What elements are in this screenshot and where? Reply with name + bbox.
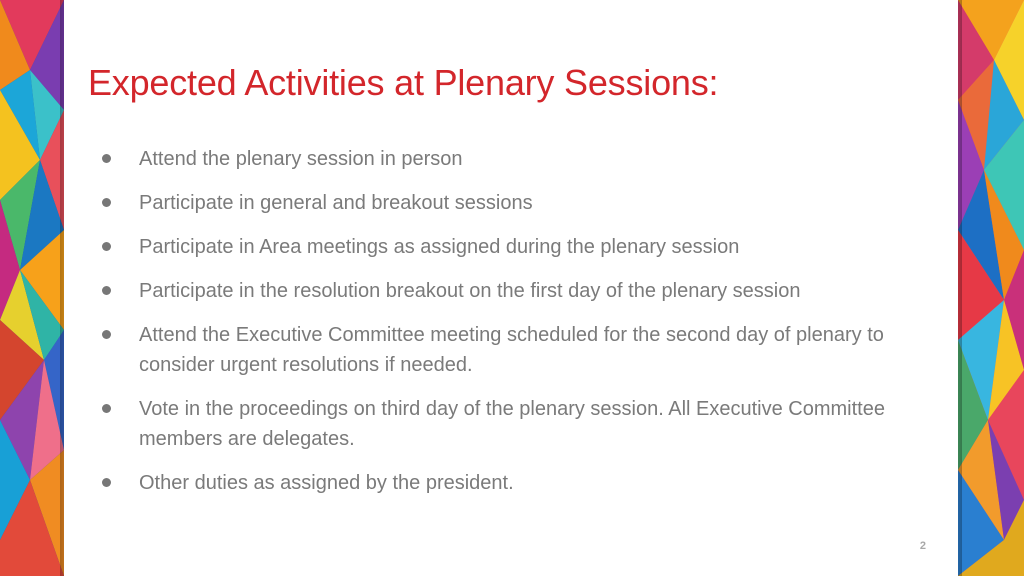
bullet-dot-icon bbox=[102, 478, 111, 487]
bullet-dot-icon bbox=[102, 198, 111, 207]
bullet-text: Participate in Area meetings as assigned during the plenary session bbox=[139, 236, 740, 258]
bullet-item bbox=[100, 276, 920, 306]
bullet-item bbox=[100, 320, 920, 380]
bullet-dot-icon bbox=[102, 286, 111, 295]
bullet-item bbox=[100, 394, 920, 454]
bullet-item bbox=[100, 232, 920, 262]
bullet-dot-icon bbox=[102, 154, 111, 163]
bullet-item bbox=[100, 468, 920, 498]
bullet-item bbox=[100, 144, 920, 174]
bullet-dot-icon bbox=[102, 404, 111, 413]
bullet-list bbox=[100, 144, 920, 512]
bullet-text: Participate in the resolution breakout on the first day of the plenary session bbox=[139, 280, 801, 302]
slide-title: Expected Activities at Plenary Sessions: bbox=[88, 62, 719, 103]
slide-content bbox=[64, 0, 958, 576]
bullet-text: Participate in general and breakout sessions bbox=[139, 192, 533, 214]
bullet-text: Vote in the proceedings on third day of the plenary session. All Executive Committee members are delegates. bbox=[139, 398, 885, 450]
bullet-text: Other duties as assigned by the president. bbox=[139, 472, 514, 494]
page-number: 2 bbox=[919, 540, 926, 552]
bullet-dot-icon bbox=[102, 242, 111, 251]
left-geometric-border bbox=[0, 0, 64, 576]
bullet-text: Attend the plenary session in person bbox=[139, 148, 463, 170]
bullet-text: Attend the Executive Committee meeting scheduled for the second day of plenary to consider urgent resolutions if needed. bbox=[139, 324, 884, 376]
right-geometric-border bbox=[958, 0, 1024, 576]
bullet-dot-icon bbox=[102, 330, 111, 339]
bullet-item bbox=[100, 188, 920, 218]
